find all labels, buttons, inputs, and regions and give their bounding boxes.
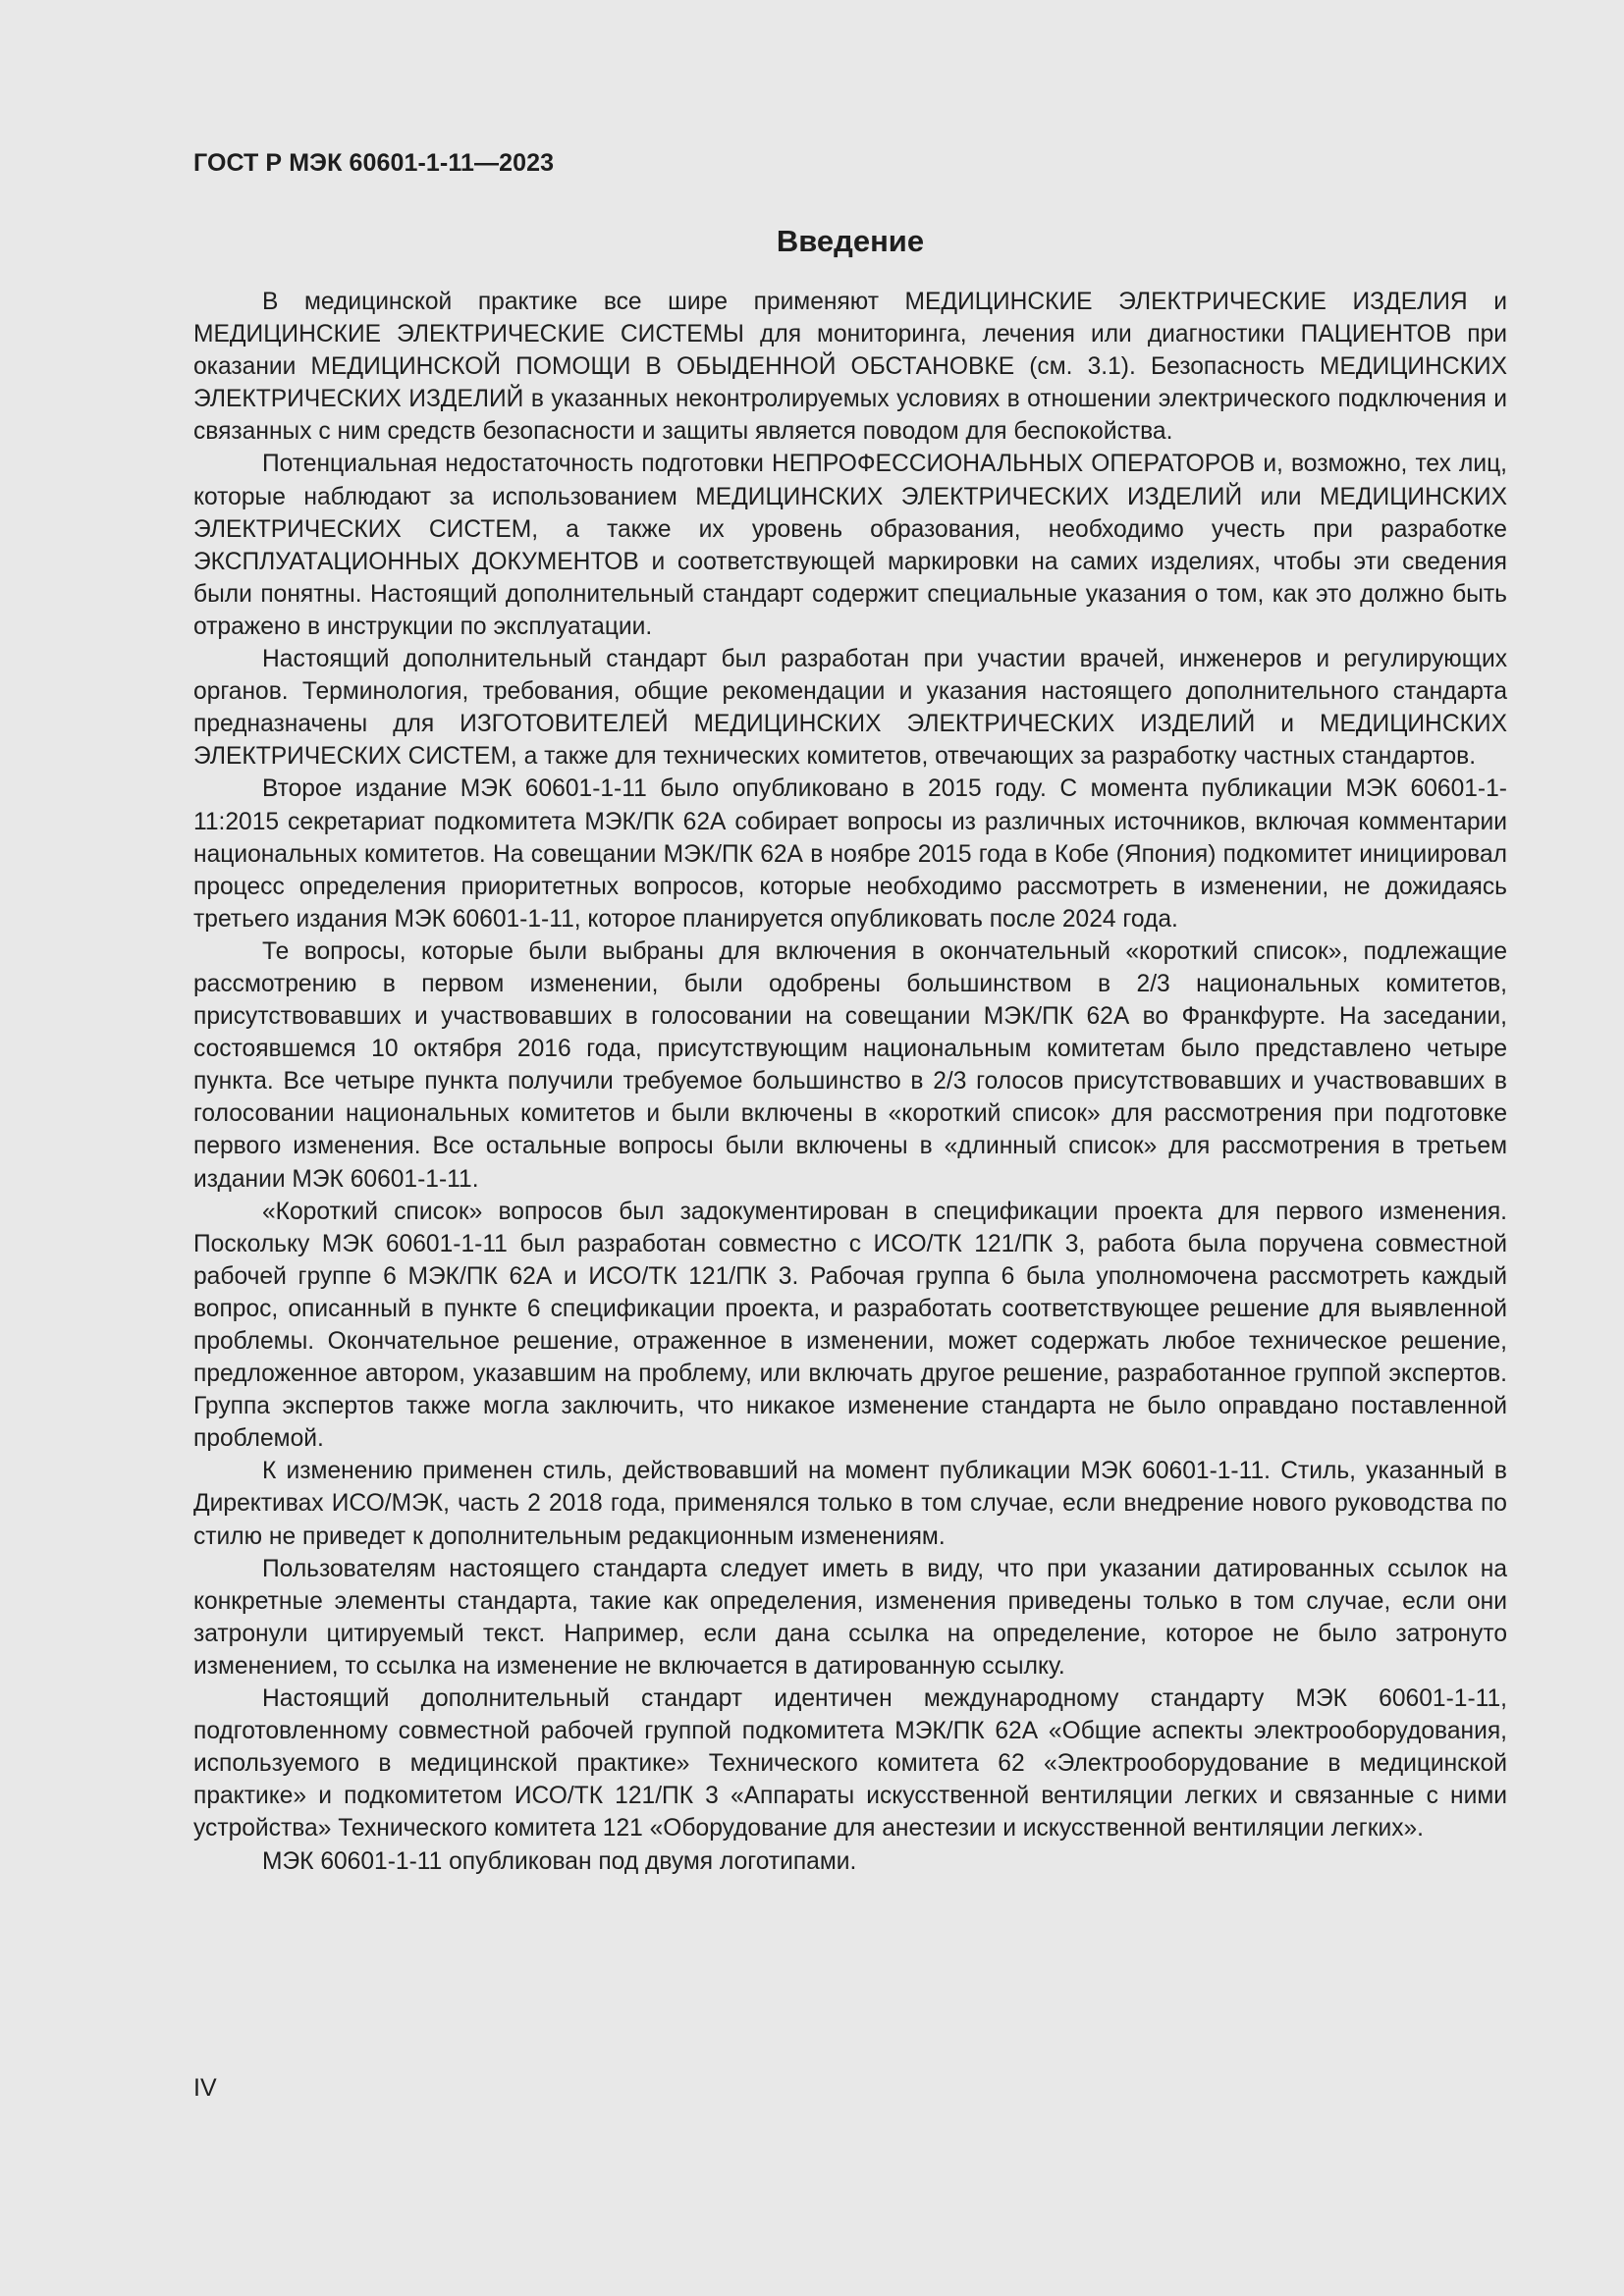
paragraph: Те вопросы, которые были выбраны для включения в окончательный «короткий список», подлежащие рассмотрению в первом изменении, были одобрены большинством в 2/3 национальных комитетов, присутствовавших и участвовавших в голосовании на совещании МЭК/ПК 62А во Франкфурте. На заседании, состоявшемся 10 октября 2016 года, присутствующим национальным комитетам было представлено четыре пункта. Все четыре пункта получили требуемое большинство в 2/3 голосов присутствовавших и участвовавших в голосовании национальных комитетов и были включены в «короткий список» для рассмотрения при подготовке первого изменения. Все остальные вопросы были включены в «длинный список» для рассмотрения в третьем издании МЭК 60601-1-11. [193,937,1507,1193]
paragraph: Потенциальная недостаточность подготовки НЕПРОФЕССИОНАЛЬНЫХ ОПЕРАТОРОВ и, возможно, тех лиц, которые наблюдают за использованием МЕДИЦИНСКИХ ЭЛЕКТРИЧЕСКИХ ИЗДЕЛИЙ или МЕДИЦИНСКИХ ЭЛЕКТРИЧЕСКИХ СИСТЕМ, а также их уровень образования, необходимо учесть при разработке ЭКСПЛУАТАЦИОННЫХ ДОКУМЕНТОВ и соответствующей маркировки на самих изделиях, чтобы эти сведения были понятны. Настоящий дополнительный стандарт содержит специальные указания о том, как это должно быть отражено в инструкции по эксплуатации. [193,451,1507,640]
paragraph: В медицинской практике все шире применяют МЕДИЦИНСКИЕ ЭЛЕКТРИЧЕСКИЕ ИЗДЕЛИЯ и МЕДИЦИНСКИЕ ЭЛЕКТРИЧЕСКИЕ СИСТЕМЫ для мониторинга, лечения или диагностики ПАЦИЕНТОВ при оказании МЕДИЦИНСКОЙ ПОМОЩИ В ОБЫДЕННОЙ ОБСТАНОВКЕ (см. 3.1). Безопасность МЕДИЦИНСКИХ ЭЛЕКТРИЧЕСКИХ ИЗДЕЛИЙ в указанных неконтролируемых условиях в отношении электрического подключения и связанных с ним средств безопасности и защиты является поводом для беспокойства. [193,289,1507,446]
paragraph: Пользователям настоящего стандарта следует иметь в виду, что при указании датированных ссылок на конкретные элементы стандарта, такие как определения, изменения приведены только в том случае, если они затронули цитируемый текст. Например, если дана ссылка на определение, которое не было затронуто изменением, то ссылка на изменение не включается в датированную ссылку. [193,1555,1507,1680]
paragraph: Второе издание МЭК 60601-1-11 было опубликовано в 2015 году. С момента публикации МЭК 60601-1-11:2015 секретариат подкомитета МЭК/ПК 62А собирает вопросы из различных источников, включая комментарии национальных комитетов. На совещании МЭК/ПК 62А в ноябре 2015 года в Кобе (Япония) подкомитет инициировал процесс определения приоритетных вопросов, которые необходимо рассмотреть в изменении, не дожидаясь третьего издания МЭК 60601-1-11, которое планируется опубликовать после 2024 года. [193,775,1507,933]
standard-designation-header: ГОСТ Р МЭК 60601-1-11—2023 [193,149,555,177]
page-number: IV [193,2074,217,2102]
paragraph: Настоящий дополнительный стандарт идентичен международному стандарту МЭК 60601-1-11, подготовленному совместной рабочей группой подкомитета МЭК/ПК 62А «Общие аспекты электрооборудования, используемого в медицинской практике» Технического комитета 62 «Электрооборудование в медицинской практике» и подкомитетом ИСО/ТК 121/ПК 3 «Аппараты искусственной вентиляции легких и связанные с ними устройства» Технического комитета 121 «Оборудование для анестезии и искусственной вентиляции легких». [193,1685,1507,1842]
section-title: Введение [776,224,925,258]
paragraph: К изменению применен стиль, действовавший на момент публикации МЭК 60601-1-11. Стиль, указанный в Директивах ИСО/МЭК, часть 2 2018 года, применялся только в том случае, если внедрение нового руководства по стилю не приведет к дополнительным редакционным изменениям. [193,1458,1507,1550]
paragraph: «Короткий список» вопросов был задокументирован в спецификации проекта для первого изменения. Поскольку МЭК 60601-1-11 был разработан совместно с ИСО/ТК 121/ПК 3, работа была поручена совместной рабочей группе 6 МЭК/ПК 62А и ИСО/ТК 121/ПК 3. Рабочая группа 6 была уполномочена рассмотреть каждый вопрос, описанный в пункте 6 спецификации проекта, и разработать соответствующее решение для выявленной проблемы. Окончательное решение, отраженное в изменении, может содержать любое техническое решение, предложенное автором, указавшим на проблему, или включать другое решение, разработанное группой экспертов. Группа экспертов также могла заключить, что никакое изменение стандарта не было оправдано поставленной проблемой. [193,1198,1507,1453]
body-text [193,286,1507,1878]
paragraph: МЭК 60601-1-11 опубликован под двумя логотипами. [262,1847,857,1875]
paragraph: Настоящий дополнительный стандарт был разработан при участии врачей, инженеров и регулирующих органов. Терминология, требования, общие рекомендации и указания настоящего дополнительного стандарта предназначены для ИЗГОТОВИТЕЛЕЙ МЕДИЦИНСКИХ ЭЛЕКТРИЧЕСКИХ ИЗДЕЛИЙ и МЕДИЦИНСКИХ ЭЛЕКТРИЧЕСКИХ СИСТЕМ, а также для технических комитетов, отвечающих за разработку частных стандартов. [193,646,1507,771]
